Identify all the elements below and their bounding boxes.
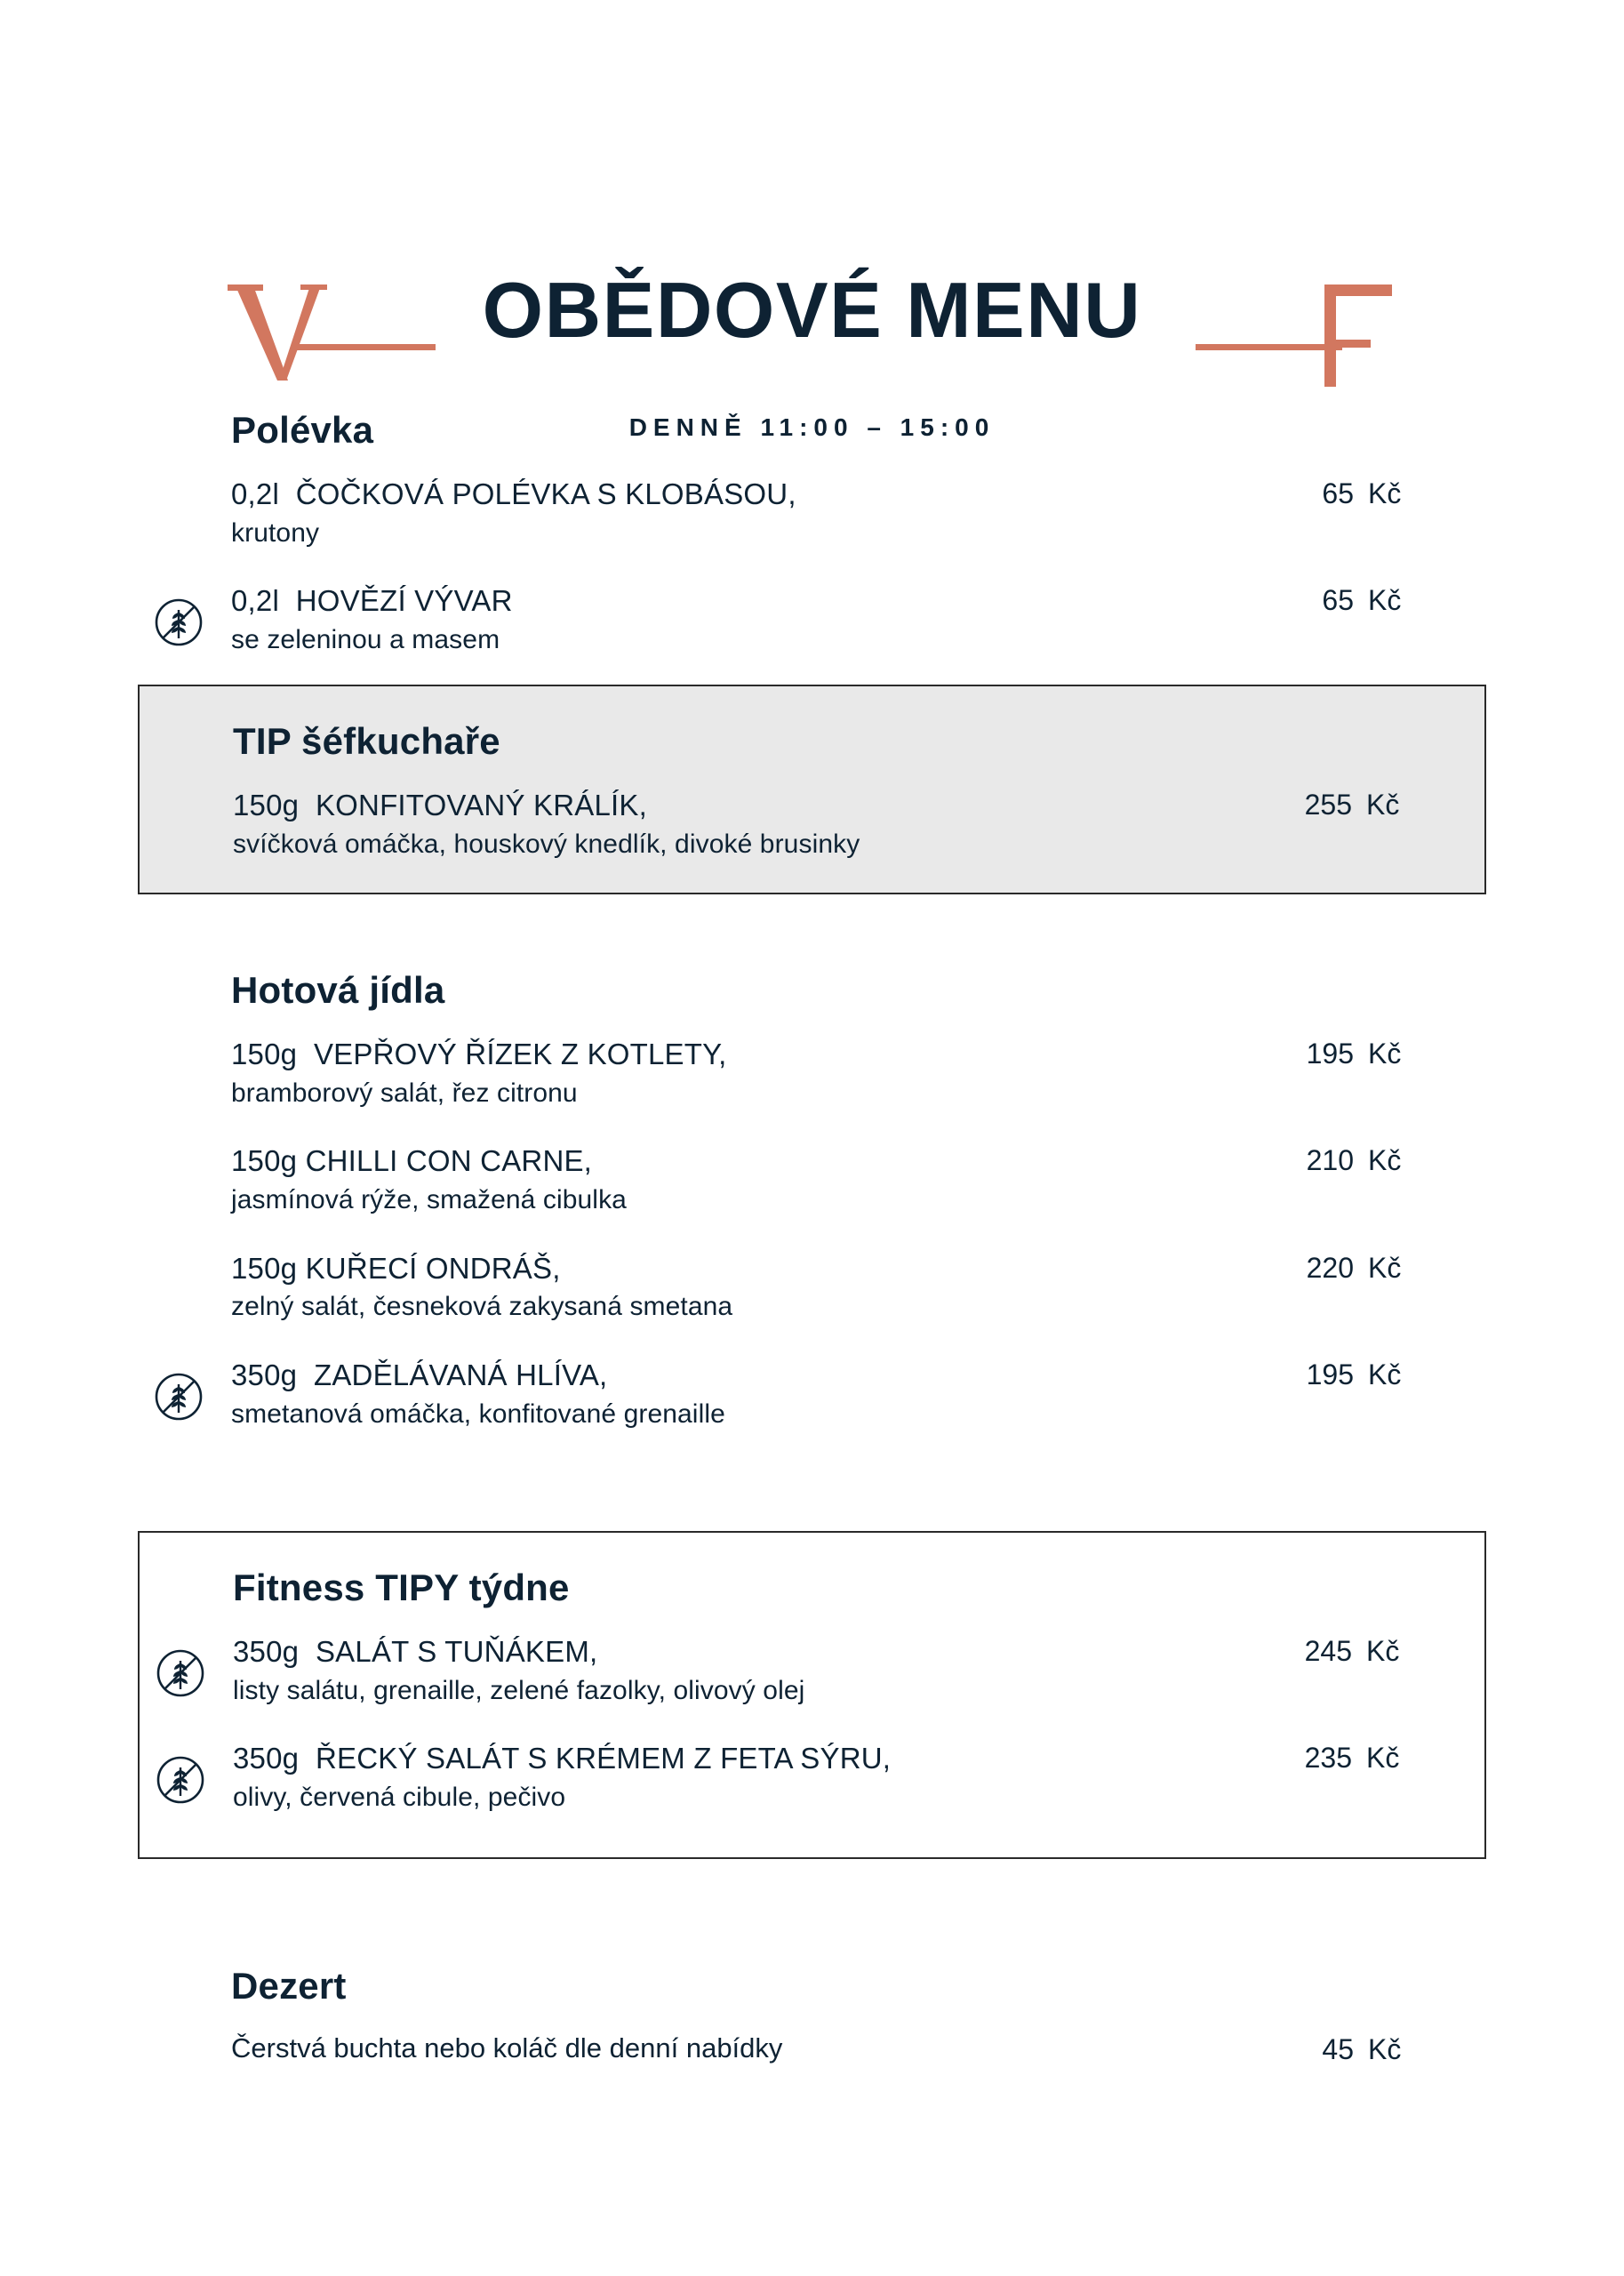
menu-item (138, 1142, 1486, 1218)
item-description: zelný salát, česneková zakysaná smetana (231, 1292, 733, 1322)
item-name: 150g KONFITOVANÝ KRÁLÍK, (233, 789, 647, 821)
menu-item (138, 475, 1486, 551)
menu-item (138, 1249, 1486, 1326)
item-description: bramborový salát, řez citronu (231, 1078, 578, 1108)
item-description: svíčková omáčka, houskový knedlík, divoké brusinky (233, 829, 860, 859)
item-list-hotova-jidla (138, 1035, 1486, 1432)
item-price: 65 Kč (1322, 477, 1402, 509)
dessert-description: Čerstvá buchta nebo koláč dle denní nabídky (231, 2032, 783, 2064)
item-price: 245 Kč (1304, 1635, 1400, 1667)
item-list-polevka (138, 475, 1486, 659)
section-dezert (138, 1965, 1486, 2068)
item-price: 235 Kč (1304, 1742, 1400, 1775)
dessert-price: 45 Kč (1322, 2033, 1402, 2065)
item-name: 150g KUŘECÍ ONDRÁŠ, (231, 1251, 561, 1285)
dessert-row (138, 2031, 1486, 2068)
gluten-free-icon (154, 597, 204, 647)
item-description: jasmínová rýže, smažená cibulka (231, 1184, 627, 1214)
item-list-fitness-tipy (140, 1632, 1484, 1816)
gluten-free-icon (156, 1648, 205, 1698)
item-description: krutony (231, 517, 320, 548)
item-name: 0,2l ČOČKOVÁ POLÉVKA S KLOBÁSOU, (231, 477, 796, 510)
item-price: 220 Kč (1306, 1251, 1402, 1284)
item-description: olivy, červená cibule, pečivo (233, 1782, 566, 1812)
section-title-hotova-jidla: Hotová jídla (231, 969, 445, 1011)
section-tip-sefkuchare (138, 685, 1486, 894)
item-description: smetanová omáčka, konfitované grenaille (231, 1398, 725, 1429)
section-title-dezert: Dezert (231, 1965, 347, 2007)
section-title-fitness-tipy: Fitness TIPY týdne (233, 1567, 570, 1608)
item-price: 195 Kč (1306, 1358, 1402, 1391)
menu-item (138, 1356, 1486, 1432)
item-price: 195 Kč (1306, 1038, 1402, 1070)
gluten-free-icon (154, 1372, 204, 1422)
menu-item (138, 581, 1486, 658)
section-fitness-tipy (138, 1531, 1486, 1859)
menu-item (140, 1739, 1484, 1815)
item-name: 150g VEPŘOVÝ ŘÍZEK Z KOTLETY, (231, 1038, 727, 1070)
item-description: se zeleninou a masem (231, 624, 500, 654)
item-price: 210 Kč (1306, 1144, 1402, 1177)
logo-letter-f-icon (1305, 276, 1403, 387)
item-price: 65 Kč (1322, 584, 1402, 617)
item-name: 0,2l HOVĚZÍ VÝVAR (231, 584, 513, 618)
section-hotova-jidla (138, 969, 1486, 1432)
item-name: 350g ZADĚLÁVANÁ HLÍVA, (231, 1358, 608, 1392)
menu-item (140, 1632, 1484, 1709)
item-price: 255 Kč (1304, 789, 1400, 821)
menu-item (138, 1035, 1486, 1111)
item-name: 150g CHILLI CON CARNE, (231, 1144, 593, 1178)
menu-item (140, 786, 1484, 862)
section-title-tip-sefkuchare: TIP šéfkuchaře (233, 720, 500, 762)
page-title: OBĚDOVÉ MENU (482, 266, 1142, 354)
item-name: 350g ŘECKÝ SALÁT S KRÉMEM Z FETA SÝRU, (233, 1742, 892, 1775)
gluten-free-icon (156, 1755, 205, 1805)
section-title-polevka: Polévka (231, 409, 374, 451)
item-description: listy salátu, grenaille, zelené fazolky, olivový olej (233, 1675, 805, 1705)
item-list-tip-sefkuchare (140, 786, 1484, 862)
item-name: 350g SALÁT S TUŇÁKEM, (233, 1635, 598, 1668)
section-polevka (138, 409, 1486, 659)
menu-hours: DENNĚ 11:00 – 15:00 (628, 413, 996, 441)
